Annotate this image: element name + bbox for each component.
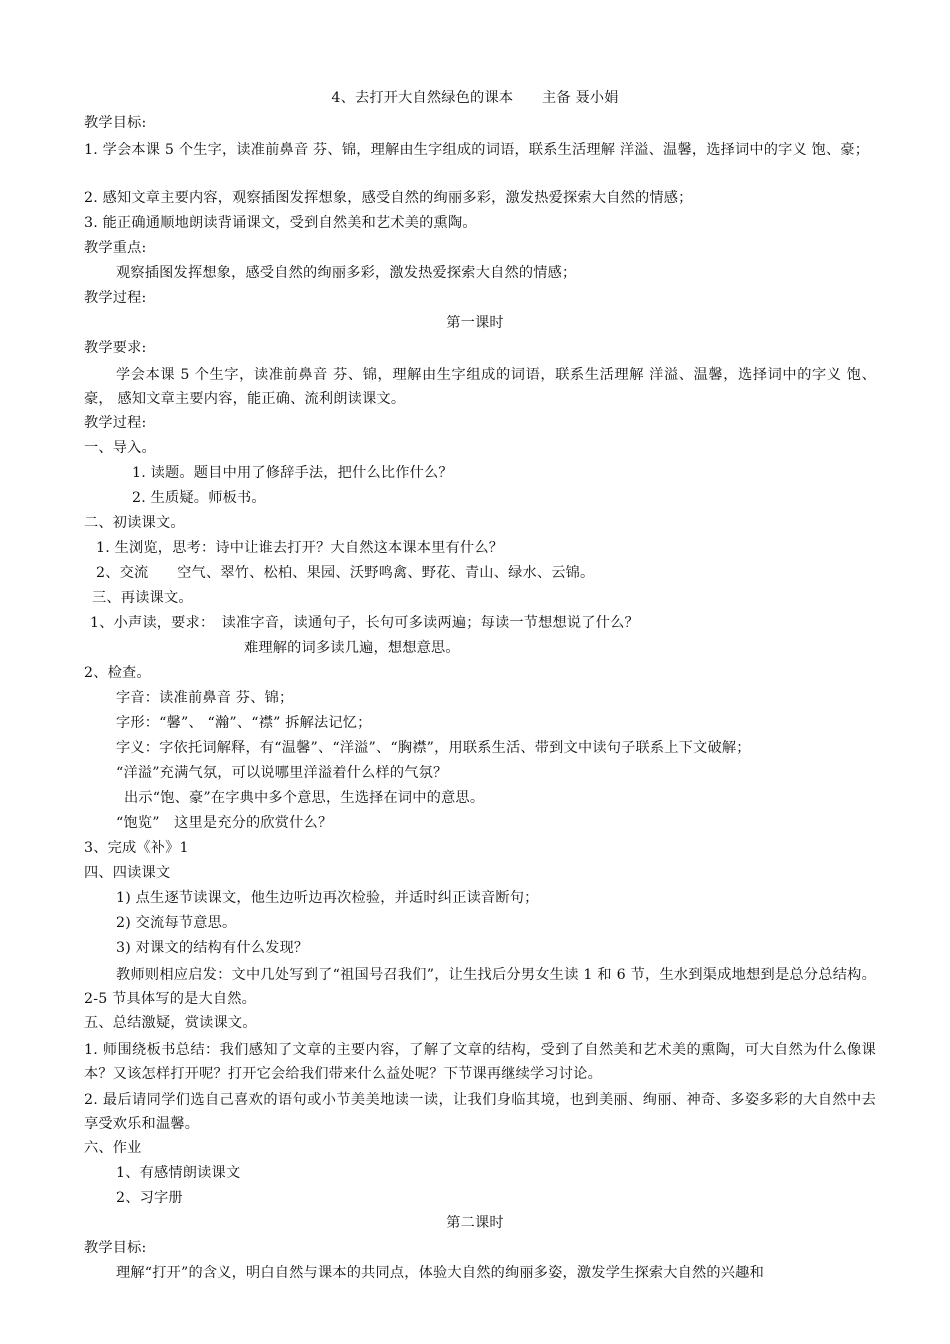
goal-1: 1. 学会本课 5 个生字，读准前鼻音 芬、锦，理解由生字组成的词语，联系生活理解 洋溢、温馨，选择词中的字义 饱、豪； [84, 142, 870, 158]
heading-key-points: 教学重点: [84, 240, 147, 256]
heading-teaching-goals: 教学目标: [84, 115, 147, 131]
step-3-item-1-cont: 难理解的词多读几遍，想想意思。 [244, 640, 460, 656]
check-meaning-baolan: “饱览” 这里是充分的欣赏什么？ [116, 815, 333, 831]
step-5-summary: 五、总结激疑，赏读课文。 [84, 1015, 257, 1031]
step-1-item-2: 2. 生质疑。师板书。 [132, 490, 266, 506]
step-4-item-2: 2) 交流每节意思。 [116, 915, 237, 931]
goal-2: 2. 感知文章主要内容，观察插图发挥想象，感受自然的绚丽多彩，激发热爱探索大自然的情感； [84, 190, 693, 206]
step-4-teacher-guide: 教师则相应启发：文中几处写到了“祖国号召我们”，让生找后分男女生读 1 和 6 节，生水到渠成地想到是总分总结构。2-5 节具体写的是大自然。 [84, 967, 876, 1007]
lesson-2-goal-text: 理解“打开”的含义，明白自然与课本的共同点，体验大自然的绚丽多姿，激发学生探索大自然的兴趣和 [116, 1265, 764, 1281]
heading-requirements: 教学要求: [84, 340, 147, 356]
step-4-item-1: 1) 点生逐节读课文，他生边听边再次检验，并适时纠正读音断句； [116, 890, 539, 906]
step-2-first-read: 二、初读课文。 [84, 515, 185, 531]
step-3-item-1: 1、小声读，要求： 读准字音，读通句子，长句可多读两遍；每读一节想想说了什么？ [90, 615, 639, 631]
heading-process: 教学过程: [84, 290, 147, 306]
homework-item-1: 1、有感情朗读课文 [116, 1165, 241, 1181]
check-glyph: 字形：“馨”、 “瀚”、“襟” 拆解法记忆； [116, 715, 372, 731]
step-2-item-2: 2、交流 空气、翠竹、松柏、果园、沃野鸣禽、野花、青山、绿水、云锦。 [96, 565, 595, 581]
step-3-check: 2、检查。 [84, 665, 151, 681]
goal-3: 3. 能正确通顺地朗读背诵课文，受到自然美和艺术美的熏陶。 [84, 215, 477, 231]
check-pronunciation: 字音：读准前鼻音 芬、锦； [116, 690, 294, 706]
step-5-item-1: 1. 师围绕板书总结：我们感知了文章的主要内容，了解了文章的结构，受到了自然美和艺术美的熏陶，可大自然为什么像课本？又该怎样打开呢？打开它会给我们带来什么益处呢？下节课再继续学习讨论。 [84, 1042, 876, 1082]
heading-teaching-goals-2: 教学目标: [84, 1240, 147, 1256]
check-meaning-bao-hao: 出示“饱、豪”在字典中多个意思，生选择在词中的意思。 [124, 790, 485, 806]
heading-process-2: 教学过程: [84, 415, 147, 431]
step-1-item-1: 1. 读题。题目中用了修辞手法，把什么比作什么？ [132, 465, 453, 481]
step-4-item-3: 3) 对课文的结构有什么发现？ [116, 940, 309, 956]
step-5-item-2: 2. 最后请同学们选自己喜欢的语句或小节美美地读一读，让我们身临其境，也到美丽、绚丽、神奇、多姿多彩的大自然中去享受欢乐和温馨。 [84, 1092, 876, 1132]
section-lesson-1: 第一课时 [446, 315, 504, 331]
check-meaning: 字义：字依托词解释，有“温馨”、“洋溢”、“胸襟”，用联系生活、带到文中读句子联系上下文破解； [116, 740, 751, 756]
step-2-item-1: 1. 生浏览，思考：诗中让谁去打开？大自然这本课本里有什么？ [96, 540, 504, 556]
step-6-homework: 六、作业 [84, 1140, 142, 1156]
check-meaning-yangyi: “洋溢”充满气氛，可以说哪里洋溢着什么样的气氛？ [116, 765, 448, 781]
homework-item-2: 2、习字册 [116, 1190, 183, 1206]
step-4-fourth-read: 四、四读课文 [84, 865, 171, 881]
step-1-intro: 一、导入。 [84, 440, 156, 456]
section-lesson-2: 第二课时 [446, 1215, 504, 1231]
document-title: 4、去打开大自然绿色的课本 主备 聂小娟 [331, 90, 619, 106]
step-3-reread: 三、再读课文。 [92, 590, 193, 606]
requirements-text: 学会本课 5 个生字，读准前鼻音 芬、锦，理解由生字组成的词语，联系生活理解 洋溢、温馨，选择词中的字义 饱、豪， 感知文章主要内容，能正确、流利朗读课文。 [84, 367, 876, 407]
key-points-text: 观察插图发挥想象，感受自然的绚丽多彩，激发热爱探索大自然的情感； [116, 265, 577, 281]
step-3-exercise: 3、完成《补》1 [84, 840, 189, 856]
